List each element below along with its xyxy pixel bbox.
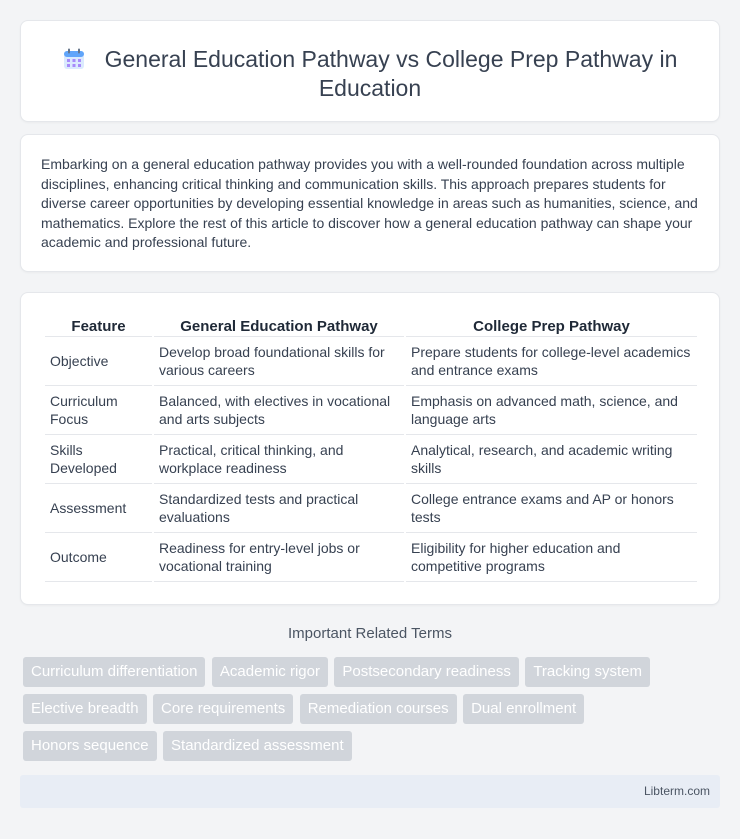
- comparison-table: [43, 315, 699, 582]
- table-cell: Practical, critical thinking, and workplace readiness: [154, 435, 404, 484]
- related-term-tag[interactable]: Tracking system: [525, 657, 650, 687]
- page-title-wrap: [21, 45, 719, 103]
- table-cell: Emphasis on advanced math, science, and language arts: [406, 386, 697, 435]
- footer: [20, 775, 720, 808]
- table-row: [45, 435, 697, 484]
- table-cell: Assessment: [45, 484, 152, 533]
- related-term-tag[interactable]: Core requirements: [153, 694, 293, 724]
- related-terms-list: [23, 657, 723, 768]
- related-term-tag[interactable]: Honors sequence: [23, 731, 157, 761]
- related-term-tag[interactable]: Remediation courses: [300, 694, 457, 724]
- related-term-tag[interactable]: Curriculum differentiation: [23, 657, 205, 687]
- related-term-tag[interactable]: Dual enrollment: [463, 694, 584, 724]
- table-row: [45, 484, 697, 533]
- table-cell: College entrance exams and AP or honors tests: [406, 484, 697, 533]
- comparison-table-card: [20, 292, 720, 605]
- calendar-icon: [63, 48, 85, 70]
- header-card: [20, 20, 720, 122]
- related-term-tag[interactable]: Standardized assessment: [163, 731, 352, 761]
- table-row: [45, 337, 697, 386]
- related-term-tag[interactable]: Postsecondary readiness: [334, 657, 518, 687]
- table-cell: Eligibility for higher education and competitive programs: [406, 533, 697, 582]
- table-cell: Skills Developed: [45, 435, 152, 484]
- related-term-tag[interactable]: Academic rigor: [212, 657, 328, 687]
- related-term-tag[interactable]: Elective breadth: [23, 694, 147, 724]
- table-cell: Outcome: [45, 533, 152, 582]
- table-header-row: [45, 315, 697, 337]
- column-header: General Education Pathway: [154, 315, 404, 337]
- table-cell: Standardized tests and practical evaluations: [154, 484, 404, 533]
- column-header: Feature: [45, 315, 152, 337]
- table-cell: Curriculum Focus: [45, 386, 152, 435]
- intro-paragraph: Embarking on a general education pathway provides you with a well-rounded foundation across multiple disciplines, enhancing critical thinking and communication skills. This approach prepares students for diverse career opportunities by developing essential knowledge in areas such as humanities, science, and mathematics. Explore the rest of this article to discover how a general education pathway can shape your academic and professional future.: [41, 156, 698, 250]
- table-row: [45, 386, 697, 435]
- intro-card: [20, 134, 720, 272]
- table-cell: Objective: [45, 337, 152, 386]
- table-cell: Analytical, research, and academic writing skills: [406, 435, 697, 484]
- table-cell: Balanced, with electives in vocational and arts subjects: [154, 386, 404, 435]
- column-header: College Prep Pathway: [406, 315, 697, 337]
- related-terms-title: Important Related Terms: [288, 625, 452, 642]
- table-cell: Prepare students for college-level academics and entrance exams: [406, 337, 697, 386]
- table-cell: Readiness for entry-level jobs or vocational training: [154, 533, 404, 582]
- table-cell: Develop broad foundational skills for various careers: [154, 337, 404, 386]
- page-title: General Education Pathway vs College Prep Pathway in Education: [104, 46, 678, 101]
- table-row: [45, 533, 697, 582]
- footer-site-link[interactable]: Libterm.com: [643, 784, 710, 798]
